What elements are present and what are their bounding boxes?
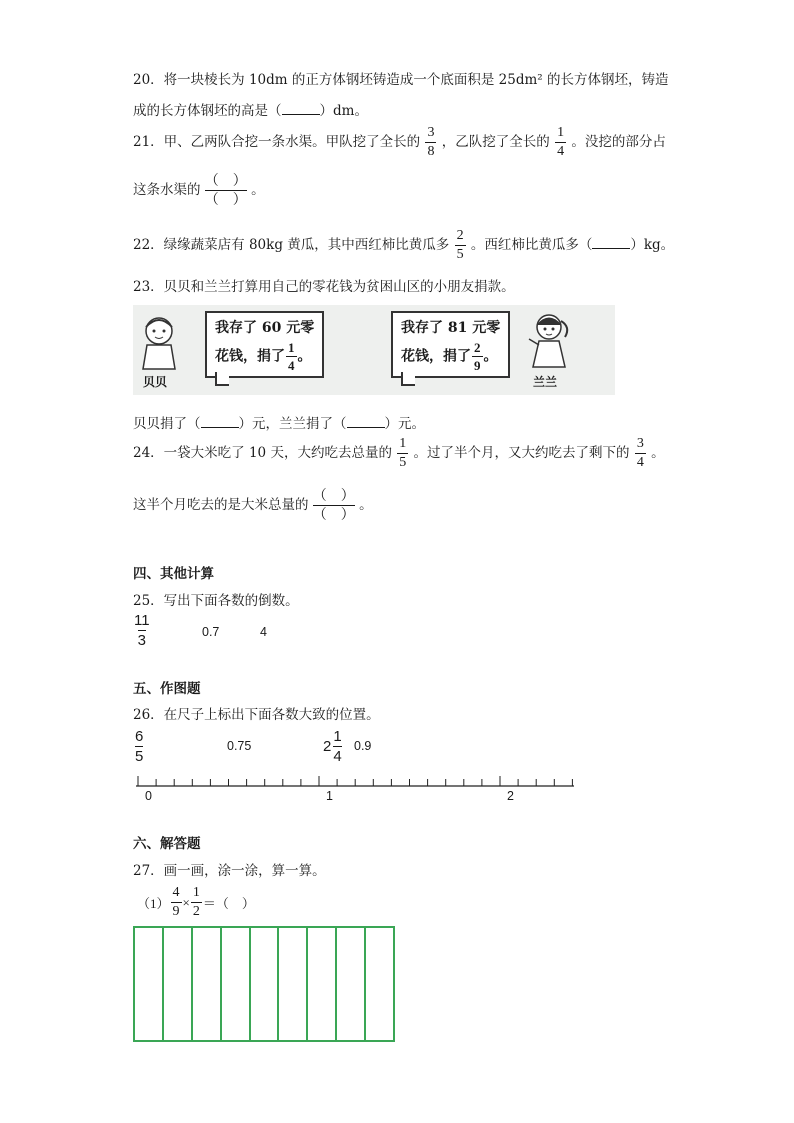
q26-mixed-whole: 2 bbox=[323, 738, 332, 755]
grid-column[interactable] bbox=[308, 928, 337, 1040]
q24-f1-num: 1 bbox=[399, 436, 407, 451]
bubble2-fraction bbox=[472, 341, 483, 372]
q21-line2-end: 。 bbox=[251, 182, 265, 198]
q27-expression bbox=[137, 886, 255, 919]
q20-line2-text: 成的长方体钢坯的高是（ bbox=[133, 103, 282, 119]
q21-text-b: ，乙队挖了全长的 bbox=[441, 134, 550, 150]
q20-answer-blank[interactable] bbox=[282, 102, 320, 115]
q27-f1-den: 9 bbox=[172, 904, 180, 919]
q25-num: 11 bbox=[134, 612, 150, 629]
q24-text-b: 。过了半个月，又大约吃去了剩下的 bbox=[413, 445, 630, 461]
q26-value-0-9: 0.9 bbox=[354, 739, 372, 753]
bubble2-text: 花钱，捐了 bbox=[401, 348, 471, 365]
lanlan-figure-icon bbox=[525, 309, 575, 371]
bubble1-text: 花钱，捐了 bbox=[215, 348, 285, 365]
q25-fraction-11-3 bbox=[134, 613, 150, 648]
q27-drawing-grid[interactable] bbox=[133, 926, 395, 1042]
q24-answer-num[interactable]: （ ） bbox=[312, 488, 355, 504]
bubble1-line1: 我存了 60 元零 bbox=[215, 320, 315, 336]
ruler-label-2: 2 bbox=[507, 789, 514, 803]
q24-f2-num: 3 bbox=[636, 436, 644, 451]
q26-mixed-fraction bbox=[333, 729, 341, 764]
q22-fraction-2-5 bbox=[455, 229, 466, 262]
q23-ans-text-a: 贝贝捐了（ bbox=[133, 416, 201, 432]
grid-column[interactable] bbox=[279, 928, 308, 1040]
ruler-label-1: 1 bbox=[326, 789, 333, 803]
q24-f1-den: 5 bbox=[399, 455, 407, 470]
q22-den: 5 bbox=[456, 247, 464, 262]
q23-answer-line bbox=[133, 412, 425, 432]
bubble1-num: 1 bbox=[288, 339, 295, 355]
grid-column[interactable] bbox=[337, 928, 366, 1040]
beibei-speech-bubble bbox=[205, 311, 324, 378]
q22-text-b: 。西红柿比黄瓜多（ bbox=[470, 237, 593, 253]
q24-line2-text: 这半个月吃去的是大米总量的 bbox=[133, 497, 309, 513]
q24-answer-fraction[interactable] bbox=[313, 487, 355, 524]
q22-num: 2 bbox=[456, 228, 464, 243]
q26-den: 5 bbox=[135, 748, 144, 765]
q25-den: 3 bbox=[137, 632, 146, 649]
q26-mixed-number bbox=[323, 729, 342, 764]
bubble1-den: 4 bbox=[288, 357, 295, 373]
section-6-heading: 六、解答题 bbox=[133, 836, 201, 852]
grid-column[interactable] bbox=[222, 928, 251, 1040]
bubble1-end: 。 bbox=[297, 348, 312, 365]
q26-mixed-num: 1 bbox=[333, 728, 342, 745]
section-4-heading: 四、其他计算 bbox=[133, 566, 214, 582]
q24-text-c: 。 bbox=[651, 445, 665, 461]
grid-column[interactable] bbox=[193, 928, 222, 1040]
q21-f2-den: 4 bbox=[557, 144, 565, 159]
q21-line2 bbox=[133, 172, 265, 209]
bubble2-line2 bbox=[401, 341, 500, 372]
q21-f1-den: 8 bbox=[427, 144, 435, 159]
q24-fraction-1-5 bbox=[397, 437, 408, 470]
q26-mixed-den: 4 bbox=[333, 748, 342, 765]
q27-times-sign: × bbox=[182, 894, 190, 910]
q23-beibei-blank[interactable] bbox=[201, 415, 239, 428]
q25-fraction bbox=[134, 613, 150, 648]
bubble1-line2 bbox=[215, 341, 314, 372]
q20-line2 bbox=[133, 99, 368, 119]
q24-line2-end: 。 bbox=[359, 497, 373, 513]
q24-line2 bbox=[133, 487, 373, 524]
q21-line2-text: 这条水渠的 bbox=[133, 182, 201, 198]
q21-fraction-3-8 bbox=[425, 126, 436, 159]
q24-f2-den: 4 bbox=[636, 455, 644, 470]
q20-line2-end: ）dm。 bbox=[319, 103, 368, 119]
ruler-label-0: 0 bbox=[145, 789, 152, 803]
q24-fraction-3-4 bbox=[635, 437, 646, 470]
q21-fraction-1-4 bbox=[555, 126, 566, 159]
q22-text-c: ）kg。 bbox=[630, 237, 675, 253]
q21-answer-num[interactable]: （ ） bbox=[204, 173, 247, 189]
q21-text-a: 21．甲、乙两队合挖一条水渠。甲队挖了全长的 bbox=[133, 134, 421, 150]
q25-text: 25．写出下面各数的倒数。 bbox=[133, 593, 299, 609]
q24-answer-den[interactable]: （ ） bbox=[312, 507, 355, 523]
q23-illustration bbox=[133, 305, 615, 395]
beibei-name: 贝贝 bbox=[143, 375, 168, 389]
q24-text-a: 24．一袋大米吃了 10 天，大约吃去总量的 bbox=[133, 445, 392, 461]
grid-column[interactable] bbox=[251, 928, 280, 1040]
q21-f2-num: 1 bbox=[557, 125, 565, 140]
bubble2-end: 。 bbox=[483, 348, 498, 365]
q22-line bbox=[133, 229, 674, 262]
q27-f2-den: 2 bbox=[192, 904, 200, 919]
q27-sub-number: （1） bbox=[137, 896, 170, 911]
q27-fraction-1-2 bbox=[191, 886, 202, 919]
q27-fraction-4-9 bbox=[171, 886, 182, 919]
bubble2-den: 9 bbox=[474, 357, 481, 373]
lanlan-name: 兰兰 bbox=[533, 375, 558, 389]
q22-text-a: 22．绿缘蔬菜店有 80kg 黄瓜，其中西红柿比黄瓜多 bbox=[133, 237, 450, 253]
grid-column[interactable] bbox=[135, 928, 164, 1040]
q22-answer-blank[interactable] bbox=[592, 236, 630, 249]
q21-line1 bbox=[133, 126, 666, 159]
q26-num: 6 bbox=[135, 728, 144, 745]
q21-text-c: 。没挖的部分占 bbox=[571, 134, 666, 150]
q26-value-0-75: 0.75 bbox=[227, 739, 252, 753]
q23-lanlan-blank[interactable] bbox=[347, 415, 385, 428]
grid-column[interactable] bbox=[164, 928, 193, 1040]
bubble2-line1: 我存了 81 元零 bbox=[401, 320, 501, 336]
bubble2-num: 2 bbox=[474, 339, 481, 355]
bubble1-fraction bbox=[286, 341, 297, 372]
section-5-heading: 五、作图题 bbox=[133, 681, 201, 697]
q26-text: 26．在尺子上标出下面各数大致的位置。 bbox=[133, 707, 380, 723]
q27-f2-num: 1 bbox=[192, 885, 200, 900]
q27-text: 27．画一画，涂一涂，算一算。 bbox=[133, 863, 326, 879]
q25-value-4: 4 bbox=[260, 625, 267, 639]
lanlan-speech-bubble bbox=[391, 311, 510, 378]
q26-fraction bbox=[135, 729, 143, 764]
q23-ans-text-b: ）元，兰兰捐了（ bbox=[238, 416, 347, 432]
q23-ans-text-c: ）元。 bbox=[384, 416, 425, 432]
beibei-figure-icon bbox=[137, 313, 181, 371]
q21-answer-den[interactable]: （ ） bbox=[204, 192, 247, 208]
q26-fraction-6-5 bbox=[135, 729, 143, 764]
q24-line1 bbox=[133, 437, 665, 470]
q25-value-0-7: 0.7 bbox=[202, 625, 220, 639]
q21-f1-num: 3 bbox=[427, 125, 435, 140]
q27-equals-answer[interactable]: ＝（ ） bbox=[202, 896, 255, 911]
q23-text: 23．贝贝和兰兰打算用自己的零花钱为贫困山区的小朋友捐款。 bbox=[133, 279, 515, 295]
grid-column[interactable] bbox=[366, 928, 393, 1040]
q27-f1-num: 4 bbox=[172, 885, 180, 900]
q21-answer-fraction[interactable] bbox=[205, 172, 247, 209]
q20-line1: 20．将一块棱长为 10dm 的正方体钢坯铸造成一个底面积是 25dm² 的长方体钢坯，铸造 bbox=[133, 72, 669, 88]
